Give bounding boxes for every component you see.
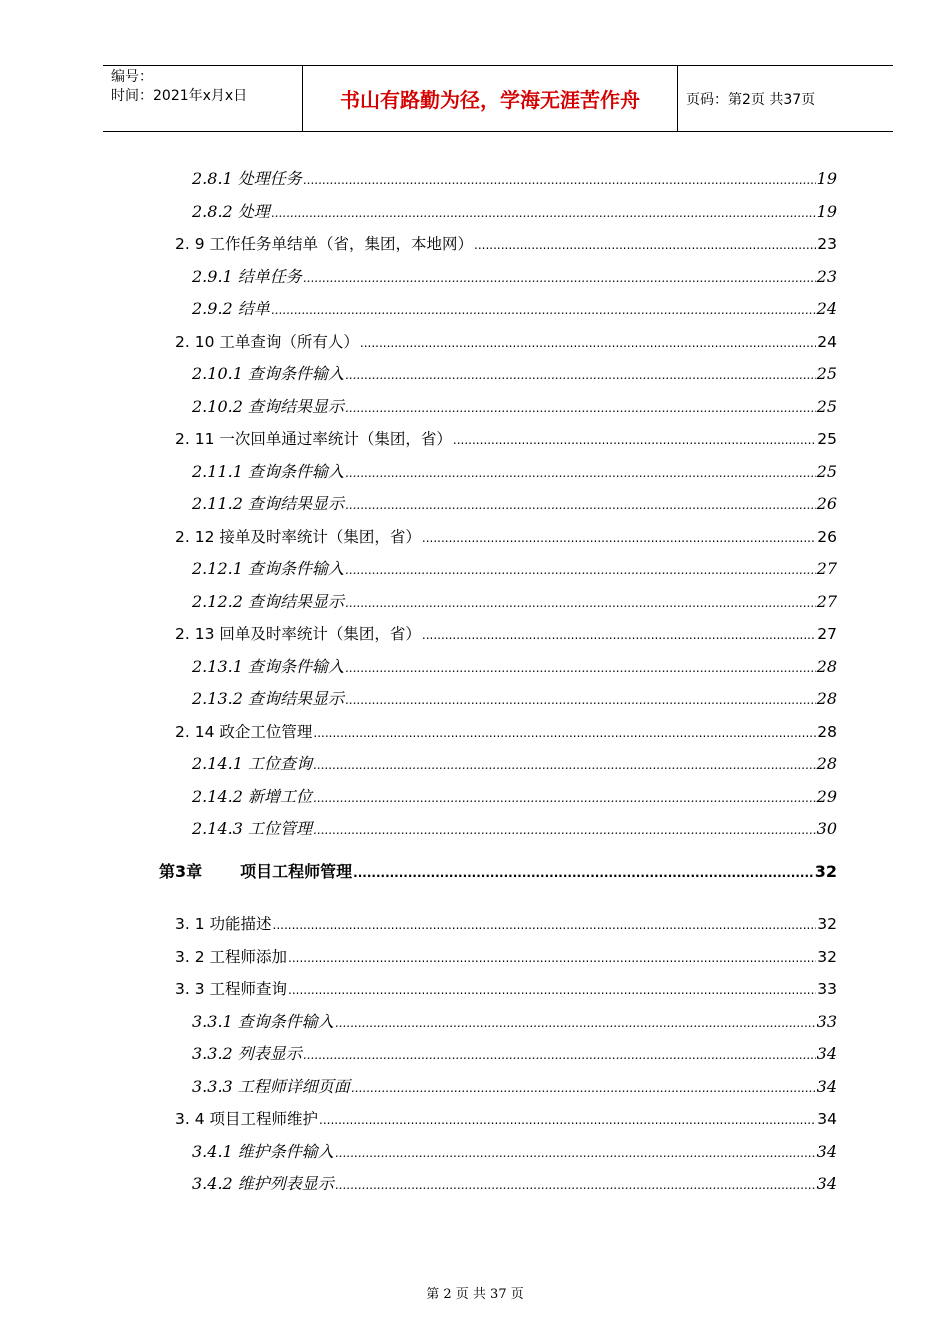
toc-entry-title: 2.9.2 结单 [192,299,270,318]
toc-entry-title: 2.12.1 查询条件输入 [192,559,344,578]
toc-entry-title: 2. 10 工单查询（所有人） [175,332,359,351]
toc-entry[interactable] [175,945,837,969]
toc-dot-leader [474,232,816,256]
toc-dot-leader [335,1140,816,1164]
toc-dot-leader [271,297,816,321]
toc-dot-leader [303,1042,816,1066]
toc-entry-title: 2.11.1 查询条件输入 [192,461,344,481]
toc-dot-leader [273,912,817,936]
toc-entry[interactable] [192,557,837,581]
toc-entry[interactable] [175,525,837,549]
toc-dot-leader [345,492,816,516]
toc-dot-leader [345,395,816,419]
toc-page-number: 25 [817,430,837,448]
toc-entry[interactable] [175,1107,837,1131]
toc-entry[interactable] [175,912,837,936]
toc-page-number: 27 [816,591,837,611]
toc-entry[interactable] [192,297,837,321]
toc-entry[interactable] [192,167,837,191]
page-header [103,65,893,132]
toc-entry-title: 2. 9 工作任务单结单（省，集团，本地网） [175,235,474,253]
toc-entry-title: 2.10.2 查询结果显示 [192,396,344,416]
toc-entry-title: 3.3.3 工程师详细页面 [192,1076,350,1096]
toc-dot-leader [313,817,816,841]
toc-entry-title: 3. 4 项目工程师维护 [175,1110,319,1128]
toc-entry[interactable] [192,1042,837,1066]
toc-page-number: 25 [816,461,837,481]
toc-entry[interactable] [175,720,837,744]
toc-dot-leader [351,1075,816,1099]
toc-dot-leader [422,525,816,549]
toc-dot-leader [313,752,816,776]
toc-page-number: 32 [814,861,837,881]
toc-page-number: 24 [816,299,837,318]
toc-entry-title: 2.12.2 查询结果显示 [192,591,344,611]
toc-page-number: 19 [816,169,837,188]
toc-page-number: 28 [816,754,837,773]
toc-entry[interactable] [175,622,837,646]
toc-chapter-label: 第3章 [159,861,203,881]
toc-dot-leader [303,265,816,289]
toc-dot-leader [345,460,816,484]
toc-entry-title: 2. 12 接单及时率统计（集团，省） [175,527,421,546]
toc-entry-title: 3. 2 工程师添加 [175,947,288,966]
toc-entry[interactable] [192,687,837,711]
toc-entry[interactable] [192,200,837,224]
toc-entry[interactable] [192,362,837,386]
toc-entry-title: 2.10.1 查询条件输入 [192,364,344,383]
toc-entry-title: 2. 13 回单及时率统计（集团，省） [175,625,421,643]
toc-entry[interactable] [192,265,837,289]
toc-entry-title [159,860,352,884]
toc-page-number: 25 [816,364,837,383]
toc-dot-leader [303,167,816,191]
toc-page-number: 32 [817,915,837,933]
toc-entry-title: 2. 14 政企工位管理 [175,722,313,741]
toc-dot-leader [313,785,816,809]
toc-entry[interactable] [192,1140,837,1164]
toc-page-number: 34 [816,1141,837,1161]
toc-entry[interactable] [192,1075,837,1099]
toc-dot-leader [345,557,816,581]
page-footer: 第 2 页 共 37 页 [426,1287,524,1302]
toc-entry[interactable] [175,977,837,1001]
toc-entry-title: 2.8.2 处理 [192,201,270,221]
toc-dot-leader [345,687,816,711]
toc-entry-title: 2.13.2 查询结果显示 [192,689,344,708]
toc-page-number: 19 [816,201,837,221]
toc-entry[interactable] [192,1010,837,1034]
toc-dot-leader [422,622,816,646]
toc-chapter-title: 项目工程师管理 [240,861,353,881]
toc-dot-leader [319,1107,816,1131]
header-motto: 书山有路勤为径，学海无涯苦作舟 [303,66,678,131]
toc-dot-leader [345,362,816,386]
toc-entry-title: 3.4.1 维护条件输入 [192,1141,334,1161]
toc-page-number: 27 [816,559,837,578]
toc-entry[interactable] [175,330,837,354]
toc-dot-leader [345,655,816,679]
header-page-info: 页码：第2页 共37页 [686,91,816,108]
toc-page-number: 28 [816,689,837,708]
toc-entry-title: 2. 11 一次回单通过率统计（集团，省） [175,430,452,448]
toc-entry[interactable] [192,752,837,776]
toc-entry[interactable] [175,232,837,256]
toc-entry-title: 2.8.1 处理任务 [192,169,302,188]
toc-page-number: 32 [817,947,837,966]
toc-dot-leader [335,1172,816,1196]
toc-dot-leader [345,590,816,614]
toc-entry-title: 3. 3 工程师查询 [175,980,288,998]
toc-page-number: 34 [816,1076,837,1096]
toc-entry[interactable] [192,492,837,516]
toc-dot-leader [360,330,816,354]
toc-entry[interactable] [192,1172,837,1196]
document-number-label: 编号： [111,69,153,85]
toc-dot-leader [453,427,816,451]
toc-page-number: 26 [817,527,837,546]
header-meta [103,66,303,131]
toc-page-number: 25 [816,396,837,416]
toc-entry-title: 3. 1 功能描述 [175,915,272,933]
toc-page-number: 34 [816,1174,837,1193]
toc-entry-title: 3.3.1 查询条件输入 [192,1011,334,1031]
toc-page-number: 33 [817,980,837,998]
toc-page-number: 28 [816,656,837,676]
document-time: 时间：2021年x月x日 [111,88,248,104]
toc-dot-leader [335,1010,816,1034]
toc-entry[interactable] [159,860,837,884]
toc-page-number: 24 [817,332,837,351]
toc-entry[interactable] [192,785,837,809]
toc-entry-title: 2.14.3 工位管理 [192,819,312,838]
toc-page-number: 29 [816,786,837,806]
toc-entry-title: 2.9.1 结单任务 [192,266,302,286]
toc-entry-title: 3.3.2 列表显示 [192,1044,302,1063]
toc-page-number: 34 [817,1110,837,1128]
toc-entry-title: 2.13.1 查询条件输入 [192,656,344,676]
toc-entry[interactable] [192,655,837,679]
toc-page-number: 34 [816,1044,837,1063]
toc-entry-title: 2.14.1 工位查询 [192,754,312,773]
toc-entry[interactable] [192,395,837,419]
toc-page-number: 23 [817,235,837,253]
toc-entry[interactable] [175,427,837,451]
toc-entry[interactable] [192,590,837,614]
toc-entry[interactable] [192,817,837,841]
toc-dot-leader [288,977,816,1001]
toc-dot-leader [288,945,816,969]
toc-entry[interactable] [192,460,837,484]
toc-page-number: 30 [816,819,837,838]
toc-page-number: 33 [816,1011,837,1031]
toc-entry-title: 3.4.2 维护列表显示 [192,1174,334,1193]
toc-page-number: 28 [817,722,837,741]
toc-dot-leader [313,720,816,744]
toc-page-number: 27 [817,625,837,643]
toc-dot-leader [353,860,814,884]
toc-entry-title: 2.11.2 查询结果显示 [192,494,344,513]
toc-page-number: 26 [816,494,837,513]
toc-page-number: 23 [816,266,837,286]
toc-dot-leader [271,200,816,224]
toc-entry-title: 2.14.2 新增工位 [192,786,312,806]
